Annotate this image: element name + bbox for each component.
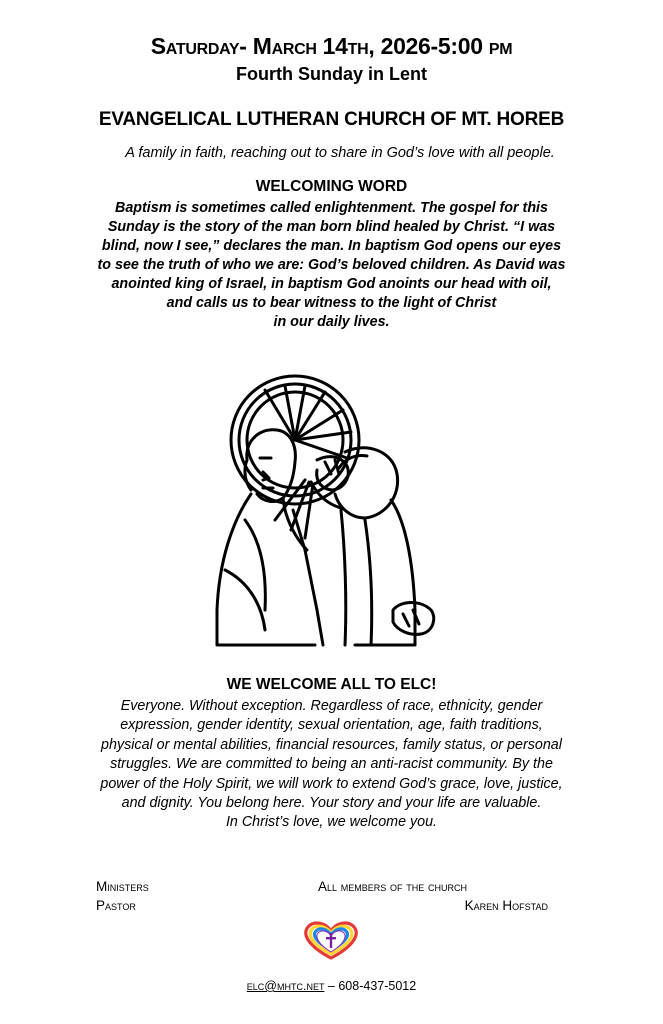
welcoming-word-line: in our daily lives.	[273, 314, 390, 330]
rainbow-heart-cross-logo	[300, 920, 362, 962]
service-date-line: Saturday- March 14th, 2026-5:00 pm	[150, 33, 513, 59]
contact-footer	[0, 979, 663, 993]
welcoming-word-line: to see the truth of who we are: God’s beloved children. As David was	[97, 257, 566, 273]
staff-names	[318, 877, 548, 915]
welcome-all-line: expression, gender identity, sexual orientation, age, faith traditions,	[120, 717, 543, 734]
welcoming-word-line: blind, now I see,” declares the man. In baptism God opens our eyes	[101, 238, 562, 254]
liturgical-day: Fourth Sunday in Lent	[236, 64, 427, 84]
footer-separator: –	[324, 979, 339, 993]
welcoming-word-line: Baptism is sometimes called enlightenment. The gospel for this	[115, 200, 548, 216]
phone-number: 608-437-5012	[338, 979, 417, 993]
pastor-name: Karen Hofstad	[464, 898, 548, 913]
church-motto: A family in faith, reaching out to share in God’s love with all people.	[125, 145, 555, 161]
welcome-all-line: physical or mental abilities, financial resources, family status, or personal	[101, 736, 562, 753]
welcoming-word-line: Sunday is the story of the man born blind healed by Christ. “I was	[107, 219, 556, 235]
welcome-all-line: and dignity. You belong here. Your story and your life are valuable.	[121, 795, 542, 812]
christ-healing-blind-man-illustration	[205, 370, 455, 655]
staff-roles	[96, 877, 149, 915]
pastor-label: Pastor	[96, 898, 136, 913]
welcoming-word-line: anointed king of Israel, in baptism God anoints our head with oil,	[111, 276, 552, 292]
welcoming-word-text	[60, 199, 603, 332]
welcome-all-line: Everyone. Without exception. Regardless of race, ethnicity, gender	[120, 698, 543, 714]
welcome-all-text	[30, 697, 633, 833]
welcoming-word-line: and calls us to bear witness to the light of Christ	[166, 295, 497, 311]
ministers-value: All members of the church	[318, 879, 468, 894]
welcome-all-heading: WE WELCOME ALL TO ELC!	[226, 676, 437, 693]
email-link[interactable]: elc@mhtc.net	[246, 979, 325, 993]
ministers-label: Ministers	[96, 879, 149, 894]
welcome-all-line: power of the Holy Spirit, we will work to extend God’s grace, love, justice,	[100, 775, 563, 792]
church-name: EVANGELICAL LUTHERAN CHURCH OF MT. HOREB	[98, 109, 565, 130]
welcoming-word-heading: WELCOMING WORD	[255, 178, 408, 195]
welcome-all-line: In Christ’s love, we welcome you.	[225, 814, 438, 831]
welcome-all-line: struggles. We are committed to being an anti-racist community. By the	[110, 756, 553, 773]
